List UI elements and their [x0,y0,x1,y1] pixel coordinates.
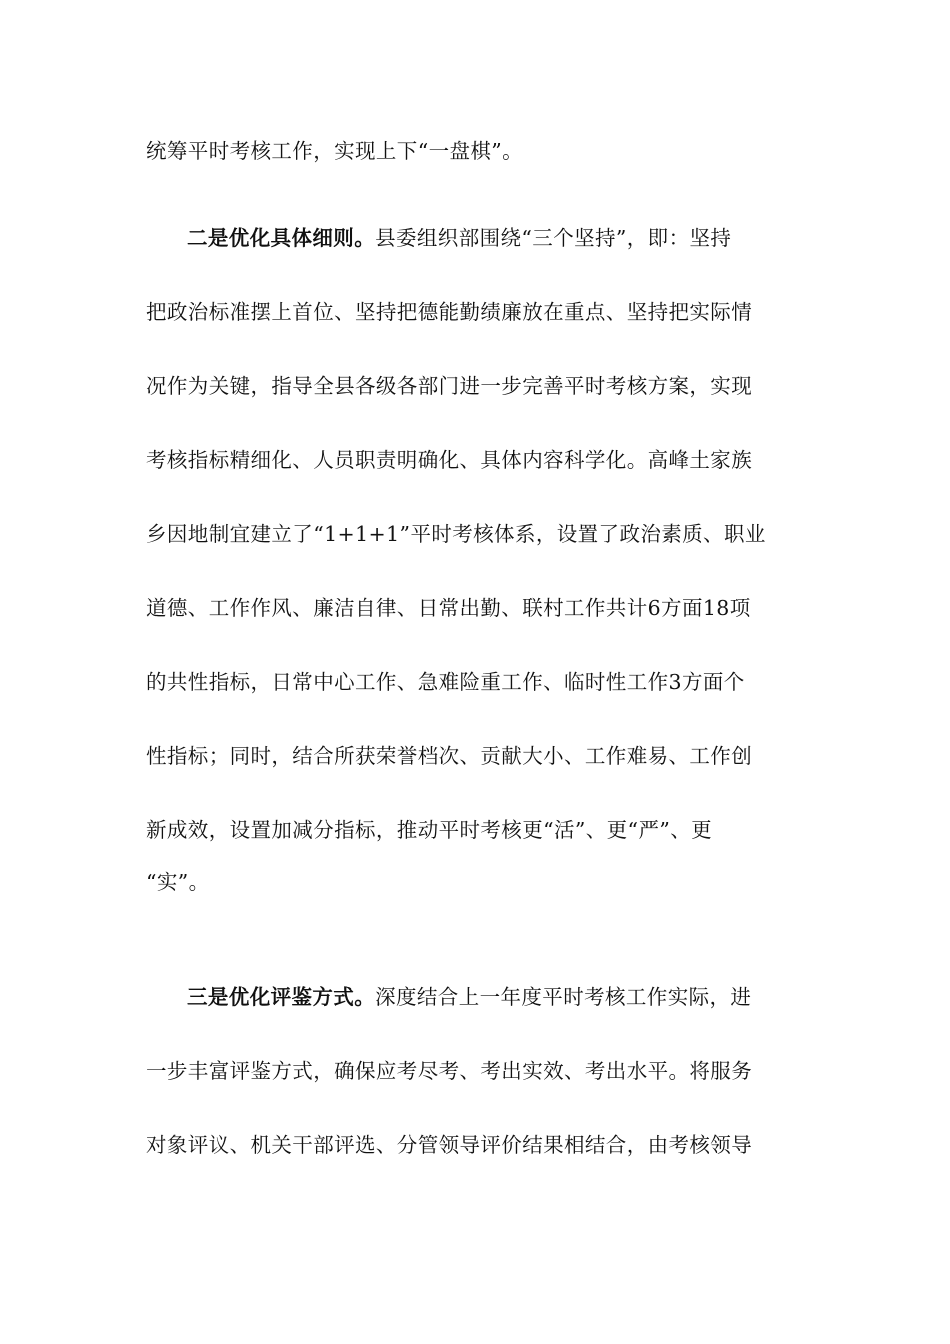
paragraph-2-lead: 二是优化具体细则。 [187,226,376,250]
paragraph-2-line-10: “实”。 [146,870,210,894]
paragraph-3-line-1 [187,983,857,1011]
paragraph-2-line-1-text: 县委组织部围绕“三个坚持”，即：坚持 [375,226,732,250]
paragraph-2-line-9: 新成效，设置加减分指标，推动平时考核更“活”、更“严”、更 [146,818,713,842]
paragraph-3-line-2: 一步丰富评鉴方式，确保应考尽考、考出实效、考出水平。将服务 [146,1059,753,1083]
paragraph-3-lead: 三是优化评鉴方式。 [187,985,376,1009]
paragraph-2-line-4: 考核指标精细化、人员职责明确化、具体内容科学化。高峰土家族 [146,448,753,472]
paragraph-2-line-5: 乡因地制宜建立了“1+1+1”平时考核体系，设置了政治素质、职业 [146,522,766,546]
paragraph-2-line-3: 况作为关键，指导全县各级各部门进一步完善平时考核方案，实现 [146,374,753,398]
paragraph-2-line-7: 的共性指标，日常中心工作、急难险重工作、临时性工作3方面个 [146,670,745,694]
paragraph-1-line-1: 统筹平时考核工作，实现上下“一盘棋”。 [146,139,524,163]
paragraph-3-line-1-text: 深度结合上一年度平时考核工作实际，进 [375,985,752,1009]
paragraph-2-line-1 [187,224,857,252]
paragraph-2-line-2: 把政治标准摆上首位、坚持把德能勤绩廉放在重点、坚持把实际情 [146,300,753,324]
paragraph-3-line-3: 对象评议、机关干部评选、分管领导评价结果相结合，由考核领导 [146,1133,753,1157]
paragraph-2-line-8: 性指标；同时，结合所获荣誉档次、贡献大小、工作难易、工作创 [146,744,753,768]
paragraph-2-line-6: 道德、工作作风、廉洁自律、日常出勤、联村工作共计6方面18项 [146,596,751,620]
